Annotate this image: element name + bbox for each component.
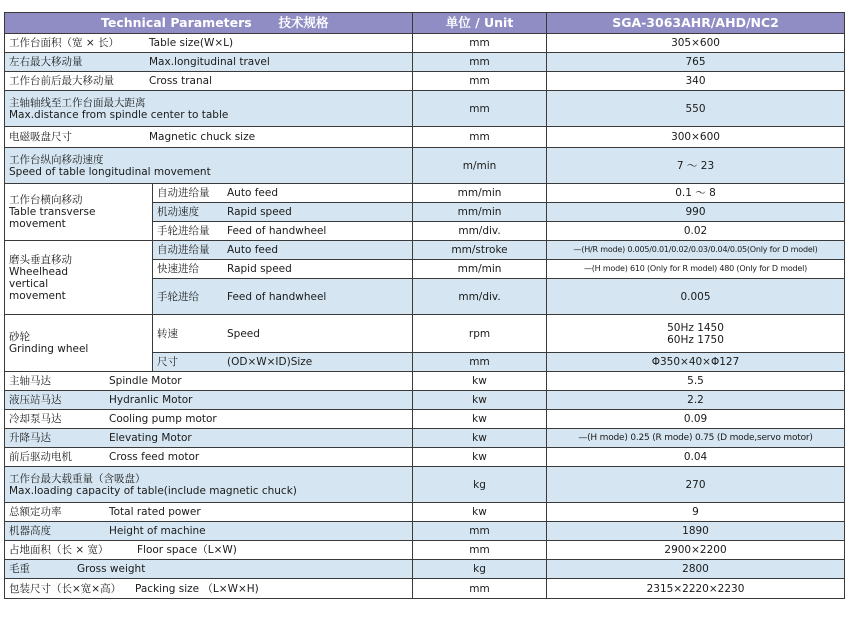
param-cell	[5, 127, 413, 148]
unit-cell: kw	[413, 391, 547, 410]
value-cell: 2.2	[547, 391, 845, 410]
group-transverse	[5, 184, 153, 241]
unit-cell: mm	[413, 127, 547, 148]
unit-cell: mm	[413, 72, 547, 91]
header-model: SGA-3063AHR/AHD/NC2	[547, 13, 845, 34]
unit-cell: kw	[413, 410, 547, 429]
sub-en: Rapid speed	[227, 206, 292, 218]
param-zh: 机器高度	[9, 525, 51, 537]
value-cell: 0.1 ～ 8	[547, 184, 845, 203]
spec-table	[4, 12, 845, 599]
group-zh: 砂轮	[9, 331, 30, 343]
group-en-2: vertical	[9, 277, 49, 290]
group-zh: 磨头垂直移动	[9, 253, 72, 266]
header-param-cell	[5, 13, 413, 34]
group-en: Grinding wheel	[9, 343, 89, 355]
param-zh: 工作台纵向移动速度	[9, 153, 104, 166]
row-cross-feed-motor	[5, 448, 845, 467]
param-zh: 工作台面积（宽 × 长）	[9, 37, 119, 49]
row-spindle-distance	[5, 91, 845, 127]
group-wheel	[5, 315, 153, 372]
sub-en: Rapid speed	[227, 263, 292, 275]
param-en: Cooling pump motor	[109, 413, 217, 425]
param-cell	[5, 148, 413, 184]
value-cell: 0.04	[547, 448, 845, 467]
param-en: Speed of table longitudinal movement	[9, 165, 211, 178]
unit-cell: mm	[413, 541, 547, 560]
sub-en: Speed	[227, 327, 260, 340]
unit-cell: mm/min	[413, 203, 547, 222]
param-en: Max.loading capacity of table(include magnetic chuck)	[9, 484, 297, 497]
value-cell: 765	[547, 53, 845, 72]
unit-cell: kw	[413, 448, 547, 467]
param-cell	[5, 372, 413, 391]
row-long-travel	[5, 53, 845, 72]
sub-en: Auto feed	[227, 244, 278, 256]
param-en: Cross feed motor	[109, 451, 200, 463]
sub-param-cell	[153, 315, 413, 353]
sub-param-cell	[153, 260, 413, 279]
param-zh: 工作台最大载重量（含吸盘）	[9, 472, 146, 485]
sub-zh: 尺寸	[157, 356, 178, 368]
unit-cell: mm	[413, 579, 547, 599]
param-zh: 包装尺寸（长×宽×高）	[9, 582, 122, 595]
param-en: Height of machine	[109, 525, 206, 537]
unit-cell: kw	[413, 503, 547, 522]
param-en: Max.distance from spindle center to table	[9, 108, 229, 121]
value-line-2: 60Hz 1750	[667, 333, 724, 346]
group-en-1: Table transverse	[9, 206, 96, 218]
param-zh: 冷却泵马达	[9, 413, 62, 425]
row-vertical-auto	[5, 241, 845, 260]
value-cell	[547, 315, 845, 353]
sub-zh: 机动速度	[157, 206, 199, 218]
param-zh: 毛重	[9, 563, 30, 575]
value-cell: 0.09	[547, 410, 845, 429]
param-en: Spindle Motor	[109, 375, 182, 387]
value-cell: —(H mode) 0.25 (R mode) 0.75 (D mode,servo motor)	[547, 429, 845, 448]
param-cell	[5, 579, 413, 599]
value-cell: 2315×2220×2230	[547, 579, 845, 599]
sub-zh: 自动进给量	[157, 187, 210, 199]
param-cell	[5, 541, 413, 560]
value-cell: 550	[547, 91, 845, 127]
sub-en: (OD×W×ID)Size	[227, 356, 313, 368]
param-en: Hydranlic Motor	[109, 394, 193, 406]
unit-cell: mm/stroke	[413, 241, 547, 260]
param-zh: 主轴轴线至工作台面最大距离	[9, 96, 146, 109]
row-elevating-motor	[5, 429, 845, 448]
row-cooling-motor	[5, 410, 845, 429]
param-cell	[5, 522, 413, 541]
param-cell	[5, 91, 413, 127]
group-en-3: movement	[9, 289, 66, 302]
value-cell: 7 ～ 23	[547, 148, 845, 184]
sub-en: Feed of handwheel	[227, 290, 327, 303]
value-cell: 5.5	[547, 372, 845, 391]
param-zh: 总额定功率	[9, 506, 62, 518]
param-zh: 升降马达	[9, 432, 51, 444]
sub-zh: 快速进给	[157, 263, 199, 275]
row-table-size	[5, 34, 845, 53]
sub-param-cell	[153, 353, 413, 372]
value-cell: 0.02	[547, 222, 845, 241]
sub-param-cell	[153, 203, 413, 222]
unit-cell: mm	[413, 522, 547, 541]
param-en: Elevating Motor	[109, 432, 192, 444]
value-cell: 300×600	[547, 127, 845, 148]
param-cell	[5, 467, 413, 503]
value-cell: —(H mode) 610 (Only for R model) 480 (Only for D model)	[547, 260, 845, 279]
unit-cell: kg	[413, 467, 547, 503]
param-zh: 工作台前后最大移动量	[9, 75, 114, 87]
value-cell: 270	[547, 467, 845, 503]
group-vertical	[5, 241, 153, 315]
value-cell: 1890	[547, 522, 845, 541]
param-en: Packing size （L×W×H)	[135, 582, 259, 595]
param-cell	[5, 34, 413, 53]
param-cell	[5, 503, 413, 522]
param-zh: 液压站马达	[9, 394, 62, 406]
sub-param-cell	[153, 279, 413, 315]
unit-cell: kw	[413, 429, 547, 448]
row-packing-size	[5, 579, 845, 599]
param-zh: 电磁吸盘尺寸	[9, 131, 72, 143]
row-total-power	[5, 503, 845, 522]
param-en: Cross tranal	[149, 75, 212, 87]
param-cell	[5, 448, 413, 467]
unit-cell: kw	[413, 372, 547, 391]
param-zh: 主轴马达	[9, 375, 51, 387]
param-en: Floor space（L×W)	[137, 544, 237, 556]
sub-zh: 转速	[157, 327, 178, 340]
row-hydraulic-motor	[5, 391, 845, 410]
value-cell: 2800	[547, 560, 845, 579]
header-row	[5, 13, 845, 34]
param-cell	[5, 560, 413, 579]
param-cell	[5, 429, 413, 448]
param-cell	[5, 410, 413, 429]
param-en: Table size(W×L)	[149, 37, 234, 49]
value-cell: 305×600	[547, 34, 845, 53]
sub-param-cell	[153, 222, 413, 241]
group-zh: 工作台横向移动	[9, 194, 83, 206]
row-cross-travel	[5, 72, 845, 91]
sub-zh: 手轮进给量	[157, 225, 210, 237]
param-en: Magnetic chuck size	[149, 131, 256, 143]
row-max-load	[5, 467, 845, 503]
sub-param-cell	[153, 241, 413, 260]
param-zh: 前后驱动电机	[9, 451, 72, 463]
unit-cell: mm	[413, 353, 547, 372]
unit-cell: mm/div.	[413, 222, 547, 241]
row-longitudinal-speed	[5, 148, 845, 184]
param-cell	[5, 391, 413, 410]
row-spindle-motor	[5, 372, 845, 391]
row-transverse-auto	[5, 184, 845, 203]
value-cell: 0.005	[547, 279, 845, 315]
unit-cell: kg	[413, 560, 547, 579]
param-zh: 左右最大移动量	[9, 56, 83, 68]
row-machine-height	[5, 522, 845, 541]
value-cell: —(H/R mode) 0.005/0.01/0.02/0.03/0.04/0.05(Only for D model)	[547, 241, 845, 260]
sub-en: Auto feed	[227, 187, 278, 199]
unit-cell: m/min	[413, 148, 547, 184]
param-en: Max.longitudinal travel	[149, 56, 270, 68]
value-line-1: 50Hz 1450	[667, 321, 724, 334]
value-cell: 2900×2200	[547, 541, 845, 560]
param-en: Gross weight	[77, 563, 146, 575]
param-cell	[5, 72, 413, 91]
sub-zh: 自动进给量	[157, 244, 210, 256]
group-en-2: movement	[9, 218, 66, 230]
param-cell	[5, 53, 413, 72]
unit-cell: mm	[413, 34, 547, 53]
row-floor-space	[5, 541, 845, 560]
header-param-label-zh: 技术规格	[278, 15, 329, 30]
value-cell: 9	[547, 503, 845, 522]
value-cell: Φ350×40×Φ127	[547, 353, 845, 372]
param-zh: 占地面积（长 × 宽）	[9, 544, 109, 556]
row-wheel-speed	[5, 315, 845, 353]
param-en: Total rated power	[109, 506, 201, 518]
unit-cell: mm/div.	[413, 279, 547, 315]
row-gross-weight	[5, 560, 845, 579]
value-cell: 340	[547, 72, 845, 91]
unit-cell: rpm	[413, 315, 547, 353]
unit-cell: mm/min	[413, 184, 547, 203]
unit-cell: mm	[413, 91, 547, 127]
unit-cell: mm/min	[413, 260, 547, 279]
header-unit: 单位 / Unit	[413, 13, 547, 34]
sub-en: Feed of handwheel	[227, 225, 327, 237]
value-cell: 990	[547, 203, 845, 222]
group-en-1: Wheelhead	[9, 265, 69, 278]
sub-param-cell	[153, 184, 413, 203]
header-param-label: Technical Parameters	[101, 15, 252, 30]
row-chuck-size	[5, 127, 845, 148]
sub-zh: 手轮进给	[157, 290, 199, 303]
unit-cell: mm	[413, 53, 547, 72]
